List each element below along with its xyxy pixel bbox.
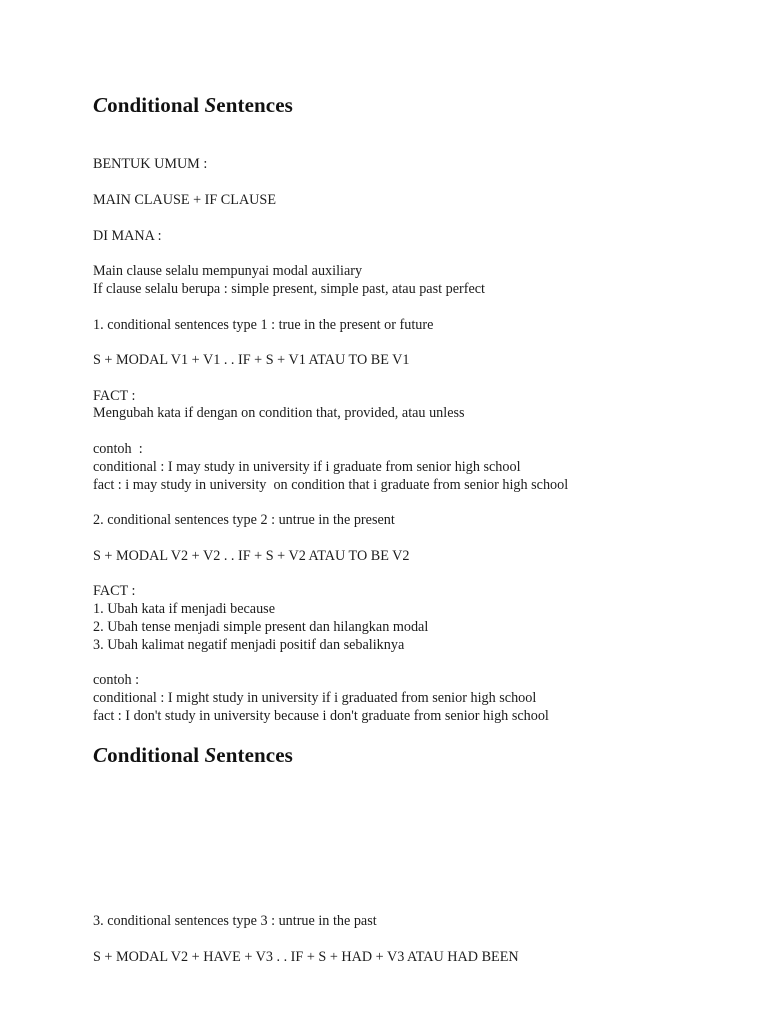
text-line: Mengubah kata if dengan on condition that, provided, atau unless — [93, 405, 465, 421]
heading-text: entences — [216, 743, 293, 767]
type-3-heading: 3. conditional sentences type 3 : untrue in the past — [93, 913, 377, 929]
label-di-mana: DI MANA : — [93, 228, 162, 244]
heading-text: onditional — [107, 93, 205, 117]
text-line: If clause selalu berupa : simple present, simple past, atau past perfect — [93, 281, 485, 297]
heading-initial-c: C — [93, 743, 108, 767]
heading-text: entences — [216, 93, 293, 117]
label-fact: FACT : — [93, 583, 136, 599]
heading-initial-c: C — [93, 93, 108, 117]
label-contoh: contoh : — [93, 672, 140, 688]
example-line: fact : i may study in university on condition that i graduate from senior high school — [93, 477, 569, 493]
label-bentuk-umum: BENTUK UMUM : — [93, 156, 208, 172]
label-contoh: contoh : — [93, 441, 143, 457]
heading-text: onditional — [107, 743, 205, 767]
text-line: Main clause selalu mempunyai modal auxiliary — [93, 263, 363, 279]
formula-general: MAIN CLAUSE + IF CLAUSE — [93, 192, 276, 208]
heading-initial-s: S — [204, 93, 217, 117]
formula-type-3: S + MODAL V2 + HAVE + V3 . . IF + S + HAD + V3 ATAU HAD BEEN — [93, 949, 519, 965]
section-heading — [93, 93, 293, 118]
formula-type-1: S + MODAL V1 + V1 . . IF + S + V1 ATAU TO BE V1 — [93, 352, 410, 368]
formula-type-2: S + MODAL V2 + V2 . . IF + S + V2 ATAU TO BE V2 — [93, 548, 410, 564]
section-heading — [93, 743, 293, 768]
label-fact: FACT : — [93, 388, 136, 404]
example-line: conditional : I may study in university if i graduate from senior high school — [93, 459, 521, 475]
type-1-heading: 1. conditional sentences type 1 : true in the present or future — [93, 317, 434, 333]
heading-initial-s: S — [204, 743, 217, 767]
example-line: fact : I don't study in university because i don't graduate from senior high school — [93, 708, 549, 724]
example-line: conditional : I might study in university if i graduated from senior high school — [93, 690, 537, 706]
type-2-heading: 2. conditional sentences type 2 : untrue in the present — [93, 512, 395, 528]
list-item: 3. Ubah kalimat negatif menjadi positif dan sebaliknya — [93, 637, 405, 653]
list-item: 2. Ubah tense menjadi simple present dan hilangkan modal — [93, 619, 429, 635]
list-item: 1. Ubah kata if menjadi because — [93, 601, 275, 617]
